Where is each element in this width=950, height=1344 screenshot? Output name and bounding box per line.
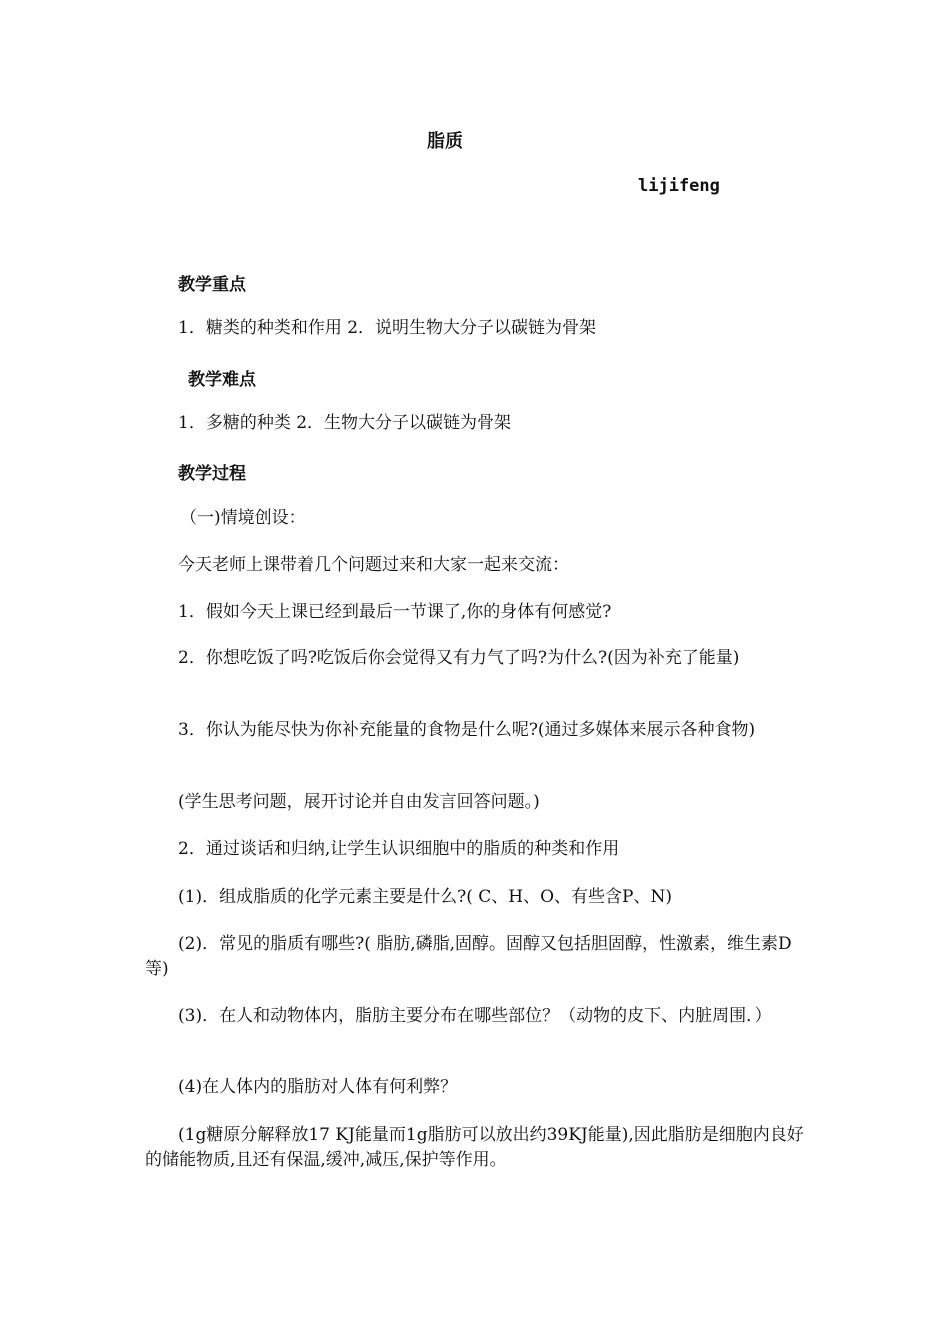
section-1-heading: （一)情境创设： — [180, 508, 306, 528]
student-activity: (学生思考问题，展开讨论并自由发言回答问题。) — [178, 792, 540, 812]
key-points-text: 1．糖类的种类和作用 2．说明生物大分子以碳链为骨架 — [178, 318, 597, 338]
question-3: 3．你认为能尽快为你补充能量的食物是什么呢?(通过多媒体来展示各种食物) — [178, 720, 756, 740]
process-heading: 教学过程 — [178, 464, 246, 484]
question-1: 1．假如今天上课已经到最后一节课了,你的身体有何感觉? — [178, 602, 612, 622]
sub-question-1: (1)．组成脂质的化学元素主要是什么?( C、H、O、有些含P、N) — [178, 887, 672, 907]
document-title: 脂质 — [427, 131, 463, 152]
sub-question-2: (2)．常见的脂质有哪些?( 脂肪,磷脂,固醇。固醇又包括胆固醇，性激素，维生素D等) — [145, 934, 792, 979]
sub-question-4: (4)在人体内的脂肪对人体有何利弊？ — [178, 1077, 458, 1097]
difficulties-text: 1．多糖的种类 2．生物大分子以碳链为骨架 — [178, 413, 512, 433]
author-name: lijifeng — [638, 176, 720, 196]
sub-question-3: (3)．在人和动物体内，脂肪主要分布在哪些部位？（动物的皮下、内脏周围．） — [178, 1006, 772, 1026]
difficulties-heading: 教学难点 — [188, 370, 256, 390]
step-2-text: 2．通过谈话和归纳,让学生认识细胞中的脂质的种类和作用 — [178, 839, 620, 859]
intro-text: 今天老师上课带着几个问题过来和大家一起来交流： — [178, 555, 569, 575]
question-2: 2．你想吃饭了吗?吃饭后你会觉得又有力气了吗?为什么?(因为补充了能量) — [178, 648, 740, 668]
explanation-text: (1g糖原分解释放17 KJ能量而1g脂肪可以放出约39KJ能量),因此脂肪是细胞内良好的储能物质,且还有保温,缓冲,减压,保护等作用。 — [145, 1125, 804, 1170]
key-points-heading: 教学重点 — [178, 275, 246, 295]
